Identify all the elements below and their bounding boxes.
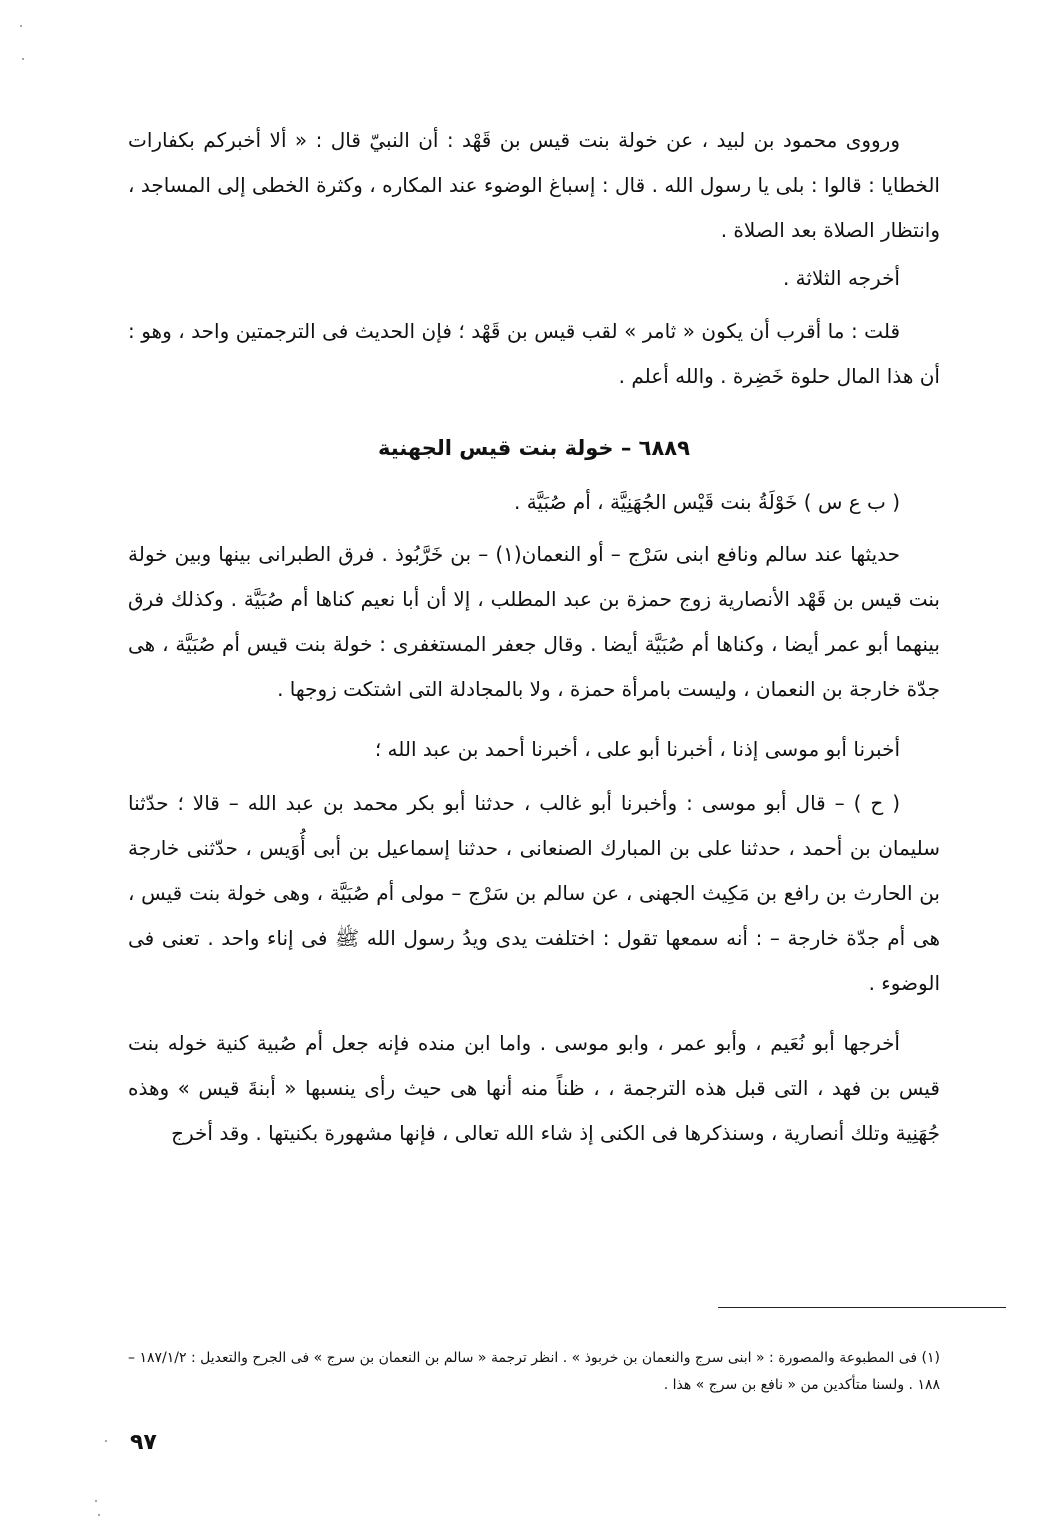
body-text-top — [128, 118, 940, 399]
paragraph-biography: حديثها عند سالم ونافع ابنى سَرْج – أو النعمان(١) – بن خَرَّبُوذ . فرق الطبرانى بينها وبين خولة بنت قيس بن قَهْد الأنصارية زوج حمزة بن عبد المطلب ، إلا أن أبا نعيم كناها أم صُبَيَّة . وكذلك فرق بينهما أبو عمر أيضا ، وكناها أم صُبَيَّة أيضا . وقال جعفر المستغفرى : خولة بنت قيس أم صُبَيَّة ، هى جدّة خارجة بن النعمان ، وليست بامرأة حمزة ، ولا بالمجادلة التى اشتكت زوجها . — [128, 542, 940, 701]
paragraph-hadith: ورووى محمود بن لبيد ، عن خولة بنت قيس بن قَهْد : أن النبيّ قال : « ألا أخبركم بكفارات الخطايا : قالوا : بلى يا رسول الله . قال : إسباغ الوضوء عند المكاره ، وكثرة الخطى إلى المساجد ، وانتظار الصلاة بعد الصلاة . — [128, 128, 940, 242]
page-number: ٩٧ — [130, 1430, 157, 1455]
paragraph-isnad: أخبرنا أبو موسى إذنا ، أخبرنا أبو على ، أخبرنا أحمد بن عبد الله ؛ — [374, 737, 900, 761]
footnote-text: (١) فى المطبوعة والمصورة : « ابنى سرج والنعمان بن خربوذ » . انظر ترجمة « سالم بن النعمان بن سرج » فى الجرح والتعديل : ١٨٧/١/٢ – ١٨٨ . ولسنا متأكدين من « نافع بن سرج » هذا . — [128, 1350, 940, 1393]
scan-speck — [20, 25, 22, 27]
scan-speck — [22, 58, 24, 60]
paragraph-commentary: أخرجها أبو نُعَيم ، وأبو عمر ، وابو موسى . واما ابن منده فإنه جعل أم صُبية كنية خوله بنت قيس بن فهد ، التى قبل هذه الترجمة ، ، ظناً منه أنها هى حيث رأى ينسبها « أبنةَ قيس » وهذه جُهَنِية وتلك أنصارية ، وسنذكرها فى الكنى إذ شاء الله تعالى ، فإنها مشهورة بكنيتها . وقد أخرج — [128, 1031, 940, 1145]
entry-title-line: ( ب ع س ) خَوْلَةُ بنت قَيْس الجُهَنِيَّة ، أم صُبَيَّة . — [513, 490, 900, 514]
paragraph-takhrij: أخرجه الثلاثة . — [782, 266, 900, 290]
scan-speck — [105, 1440, 107, 1442]
footnote — [128, 1345, 940, 1399]
footnote-separator — [718, 1307, 1006, 1308]
body-text-entry — [128, 480, 940, 1156]
scan-speck — [98, 1514, 100, 1516]
entry-heading: ٦٨٨٩ – خولة بنت قيس الجهنية — [378, 436, 690, 460]
paragraph-hadith-chain: ( ح ) – قال أبو موسى : وأخبرنا أبو غالب ، حدثنا أبو بكر محمد بن عبد الله – قالا ؛ حدّثنا سليمان بن أحمد ، حدثنا على بن المبارك الصنعانى ، حدثنا إسماعيل بن أبى أُوَيس ، حدّثنى خارجة بن الحارث بن رافع بن مَكِيث الجهنى ، عن سالم بن سَرْج – مولى أم صُبَيَّة ، وهى خولة بنت قيس ، هى أم جدّة خارجة – : أنه سمعها تقول : اختلفت يدى ويدُ رسول الله ﷺ فى إناء واحد . تعنى فى الوضوء . — [128, 791, 940, 995]
scan-speck — [95, 1500, 97, 1502]
paragraph-note: قلت : ما أقرب أن يكون « ثامر » لقب قيس بن قَهْد ؛ فإن الحديث فى الترجمتين واحد ، وهو : أن هذا المال حلوة خَضِرة . والله أعلم . — [128, 319, 940, 388]
